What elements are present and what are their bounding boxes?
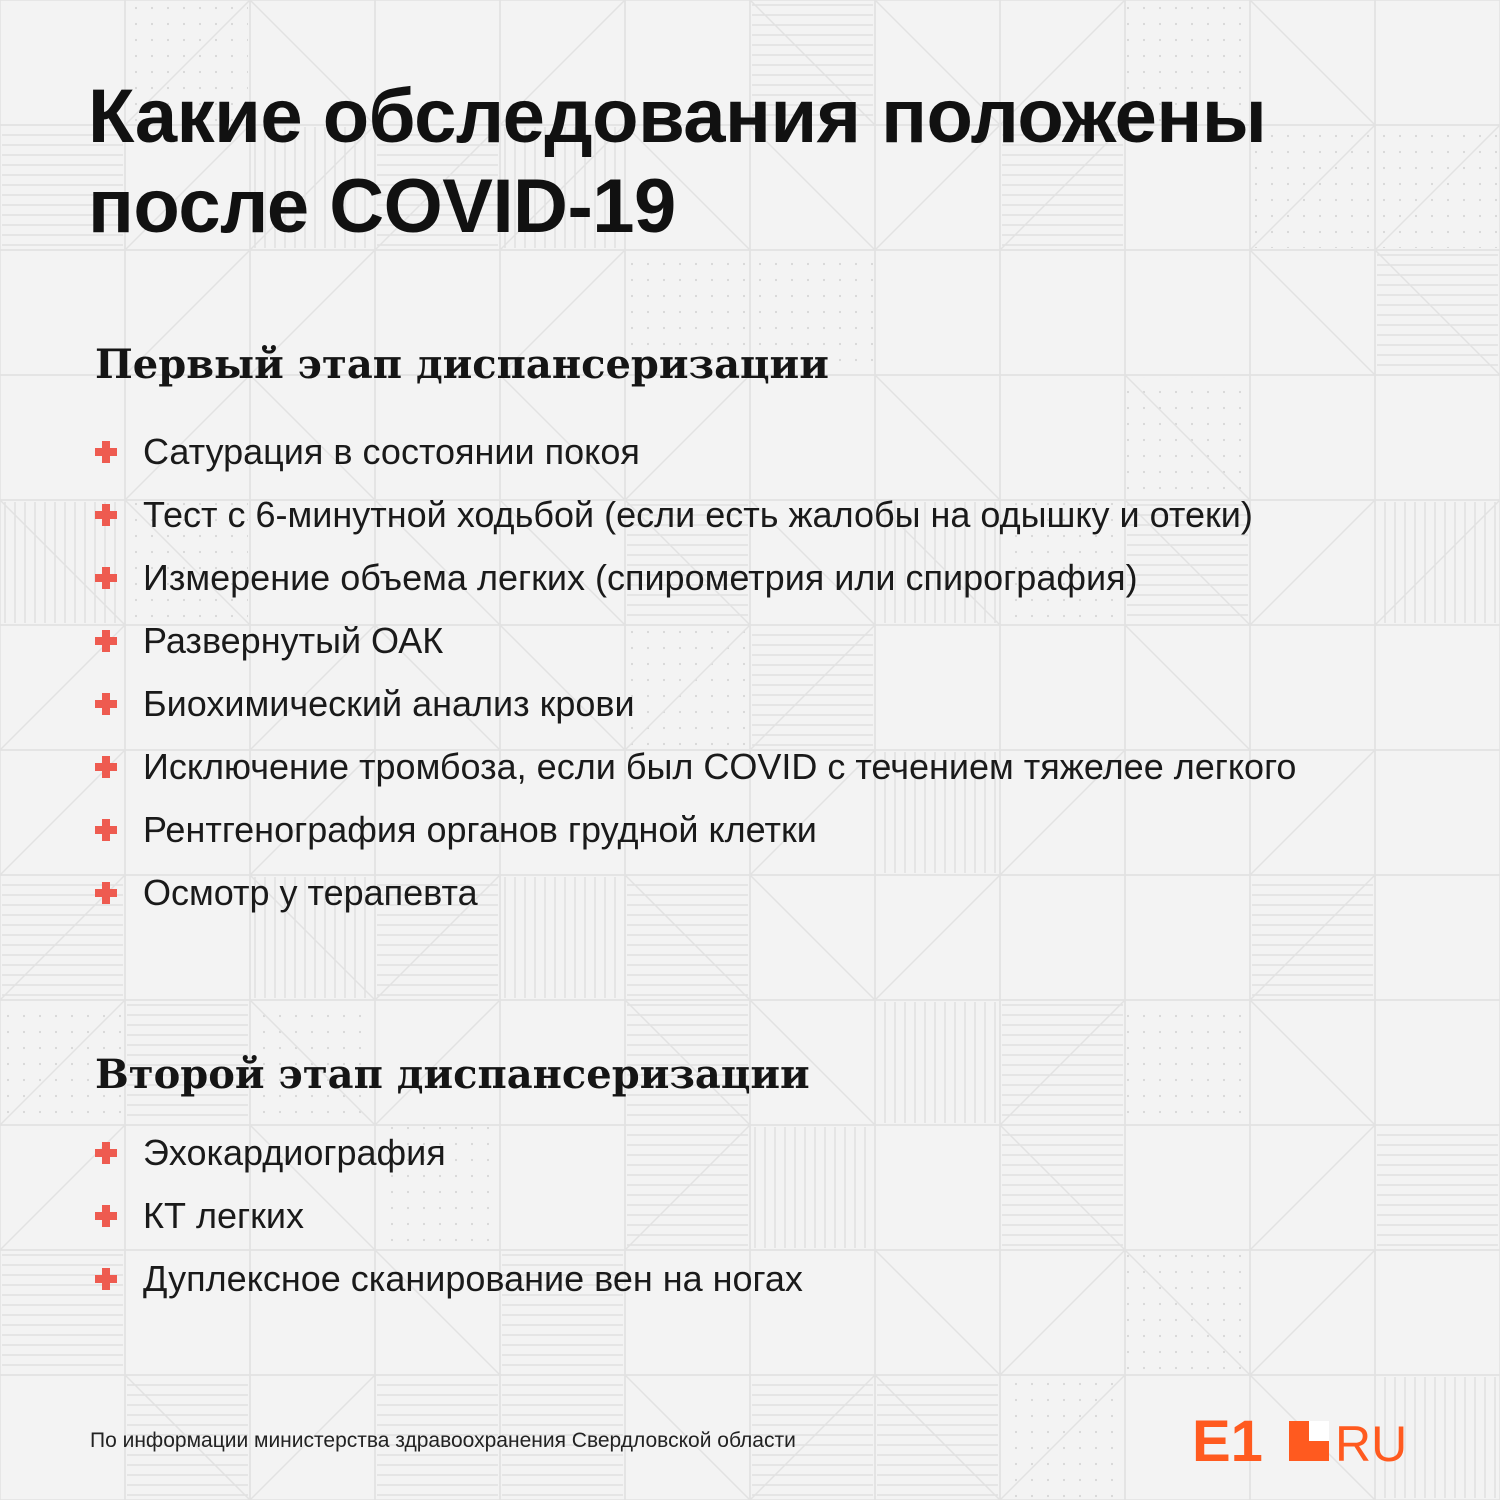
plus-icon <box>95 693 117 715</box>
e1-ru-logo <box>1192 1410 1422 1470</box>
list-item <box>95 861 1485 924</box>
plus-icon <box>95 1268 117 1290</box>
plus-icon <box>95 441 117 463</box>
plus-icon <box>95 567 117 589</box>
list-item <box>95 798 1485 861</box>
list-item <box>95 672 1485 735</box>
list-item-text: Биохимический анализ крови <box>143 683 635 724</box>
plus-icon <box>95 819 117 841</box>
source-note: По информации министерства здравоохранения Свердловской области <box>90 1429 796 1452</box>
plus-icon <box>95 1205 117 1227</box>
plus-icon <box>95 1142 117 1164</box>
title-line-2: после COVID-19 <box>88 164 676 249</box>
logo-main-text: E1 <box>1192 1410 1263 1470</box>
plus-icon <box>95 504 117 526</box>
list-item <box>95 735 1485 798</box>
list-item-text: Сатурация в состоянии покоя <box>143 431 640 472</box>
plus-icon <box>95 630 117 652</box>
list-item <box>95 420 1485 483</box>
list-item-text: Осмотр у терапевта <box>143 872 478 913</box>
title-line-1: Какие обследования положены <box>88 74 1267 159</box>
list-item-text: КТ легких <box>143 1195 304 1236</box>
page-title <box>88 72 1438 252</box>
list-item <box>95 1121 1485 1184</box>
plus-icon <box>95 756 117 778</box>
logo-square-cutout <box>1309 1421 1329 1441</box>
list-item <box>95 483 1485 546</box>
list-item <box>95 609 1485 672</box>
list-item <box>95 1247 1485 1310</box>
list-item-text: Измерение объема легких (спирометрия или спирография) <box>143 557 1138 598</box>
section-heading-second-stage: Второй этап диспансеризации <box>95 1051 810 1098</box>
first-stage-list <box>95 420 1485 924</box>
list-item-text: Рентгенография органов грудной клетки <box>143 809 817 850</box>
list-item-text: Дуплексное сканирование вен на ногах <box>143 1258 803 1299</box>
list-item <box>95 546 1485 609</box>
plus-icon <box>95 882 117 904</box>
logo-suffix-text: RU <box>1335 1416 1408 1470</box>
second-stage-list <box>95 1121 1485 1310</box>
list-item <box>95 1184 1485 1247</box>
list-item-text: Исключение тромбоза, если был COVID с течением тяжелее легкого <box>143 746 1297 787</box>
section-heading-first-stage: Первый этап диспансеризации <box>95 341 829 388</box>
list-item-text: Тест с 6-минутной ходьбой (если есть жалобы на одышку и отеки) <box>143 494 1253 535</box>
list-item-text: Эхокардиография <box>143 1132 446 1173</box>
list-item-text: Развернутый ОАК <box>143 620 444 661</box>
